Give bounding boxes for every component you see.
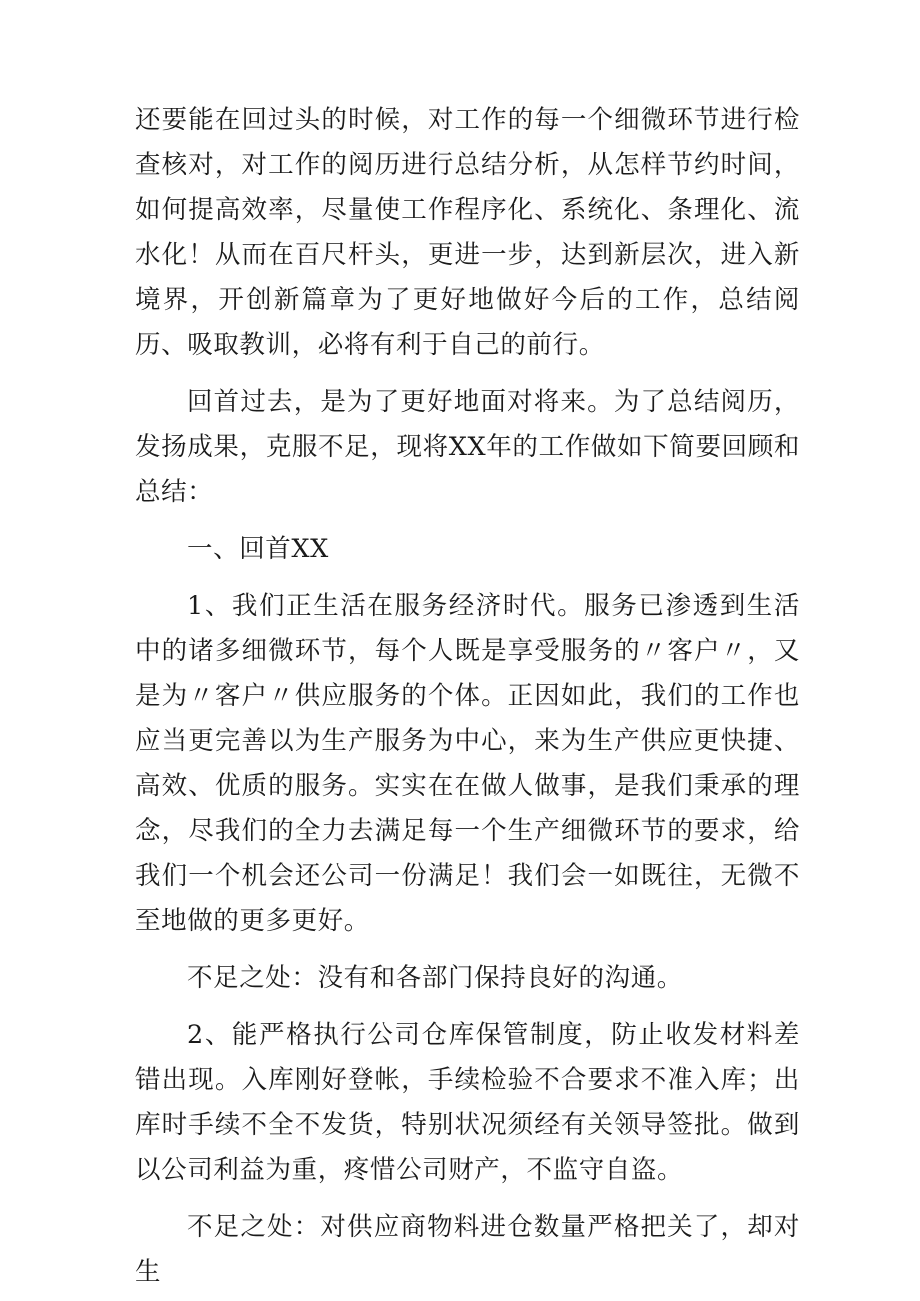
paragraph-1: 还要能在回过头的时候，对工作的每一个细微环节进行检查核对，对工作的阅历进行总结分析，从怎样节约时间，如何提高效率，尽量使工作程序化、系统化、条理化、流水化！从而在百尺杆头，更进一步，达到新层次，进入新境界，开创新篇章为了更好地做好今后的工作，总结阅历、吸取教训，必将有利于自己的前行。	[135, 105, 800, 360]
document-body	[135, 98, 800, 1295]
paragraph-item-2: 2、能严格执行公司仓库保管制度，防止收发材料差错出现。入库刚好登帐，手续检验不合要求不准入库；出库时手续不全不发货，特别状况须经有关领导签批。做到以公司利益为重，疼惜公司财产，不监守自盗。	[135, 1020, 800, 1185]
paragraph-2: 回首过去，是为了更好地面对将来。为了总结阅历，发扬成果，克服不足，现将XX年的工作做如下简要回顾和总结：	[135, 387, 800, 507]
paragraph-shortcoming-2: 不足之处：对供应商物料进仓数量严格把关了，却对生	[135, 1212, 800, 1287]
section-heading: 一、回首XX	[187, 534, 329, 564]
paragraph-item-1: 1、我们正生活在服务经济时代。服务已渗透到生活中的诸多细微环节，每个人既是享受服务的〃客户〃，又是为〃客户〃供应服务的个体。正因如此，我们的工作也应当更完善以为生产服务为中心，来为生产供应更快捷、高效、优质的服务。实实在在做人做事，是我们秉承的理念，尽我们的全力去满足每一个生产细微环节的要求，给我们一个机会还公司一份满足！我们会一如既往，无微不至地做的更多更好。	[135, 591, 800, 936]
paragraph-shortcoming-1: 不足之处：没有和各部门保持良好的沟通。	[187, 963, 683, 993]
